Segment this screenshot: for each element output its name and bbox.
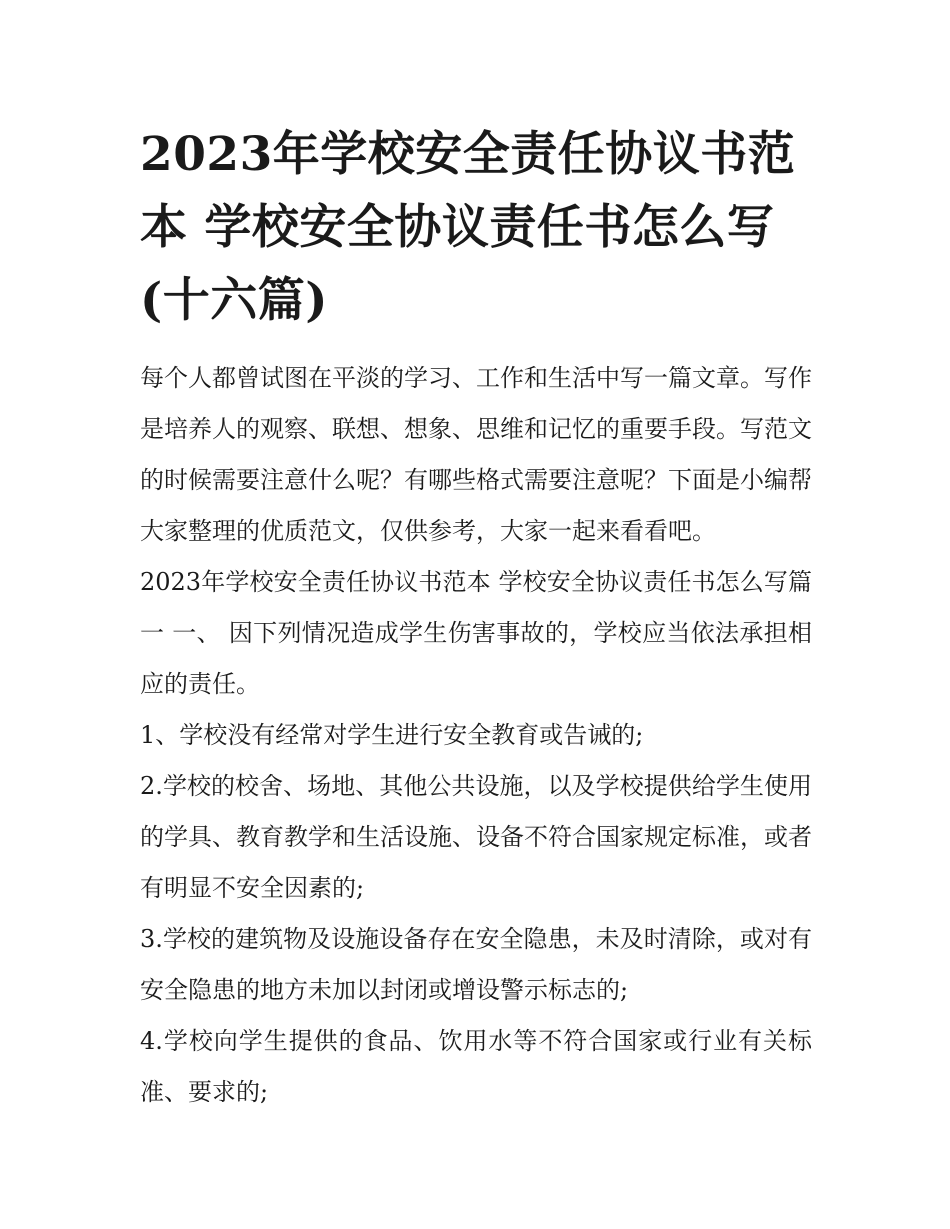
document-title: 2023年学校安全责任协议书范本 学校安全协议责任书怎么写(十六篇): [140, 127, 796, 328]
clause-2: 2.学校的校舍、场地、其他公共设施，以及学校提供给学生使用的学具、教育教学和生活设施、设备不符合国家规定标准，或者有明显不安全因素的;: [140, 772, 812, 902]
intro-paragraph: 每个人都曾试图在平淡的学习、工作和生活中写一篇文章。写作是培养人的观察、联想、想象、思维和记忆的重要手段。写范文的时候需要注意什么呢？有哪些格式需要注意呢？下面是小编帮大家整理的优质范文，仅供参考，大家一起来看看吧。: [140, 364, 812, 545]
document-page: [140, 118, 812, 1118]
clause-4: 4.学校向学生提供的食品、饮用水等不符合国家或行业有关标准、要求的;: [140, 1027, 812, 1106]
clause-3: 3.学校的建筑物及设施设备存在安全隐患，未及时清除，或对有安全隐患的地方未加以封闭或增设警示标志的;: [140, 925, 812, 1004]
section-heading-paragraph: 2023年学校安全责任协议书范本 学校安全协议责任书怎么写篇一 一、 因下列情况造成学生伤害事故的，学校应当依法承担相应的责任。: [140, 568, 812, 698]
clause-1: 1、学校没有经常对学生进行安全教育或告诫的;: [140, 721, 644, 749]
